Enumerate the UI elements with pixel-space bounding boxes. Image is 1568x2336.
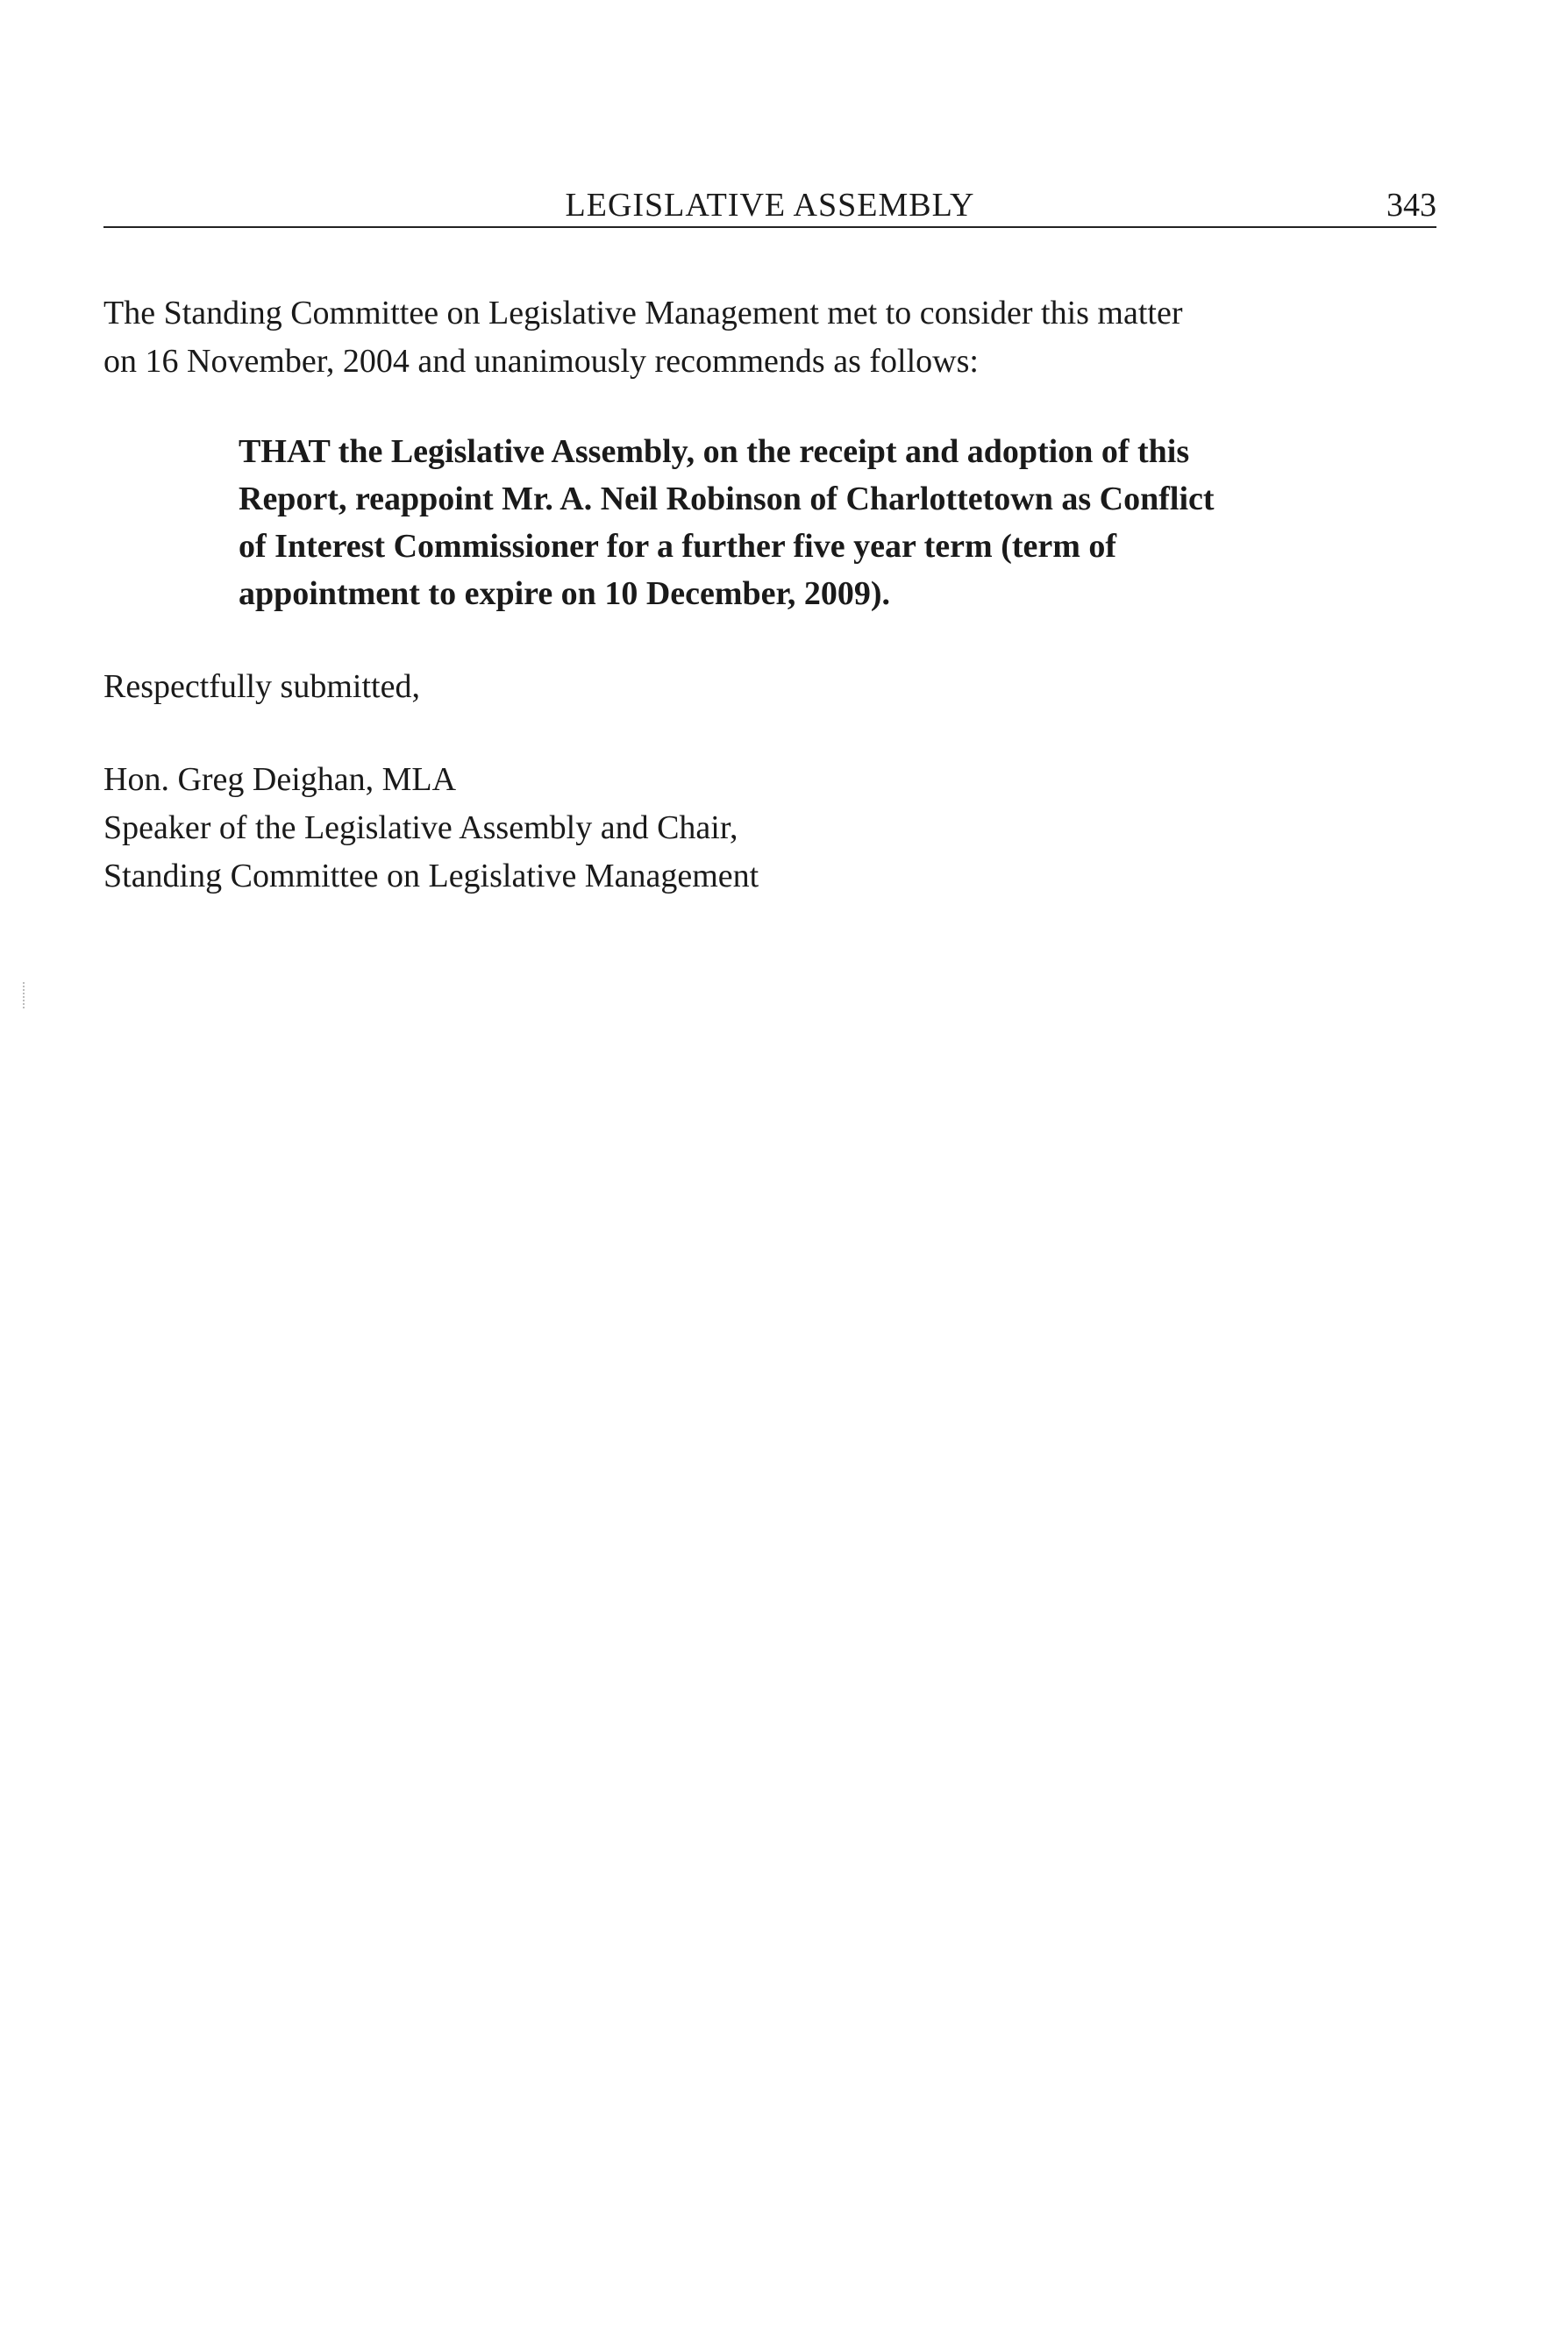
page-header bbox=[103, 182, 1436, 228]
closing-line: Respectfully submitted, bbox=[103, 668, 420, 705]
running-title: LEGISLATIVE ASSEMBLY bbox=[565, 187, 975, 224]
intro-line: The Standing Committee on Legislative Management met to consider this matter bbox=[103, 295, 1183, 331]
scan-margin-mark bbox=[23, 982, 26, 1008]
resolution-line: THAT the Legislative Assembly, on the receipt and adoption of this bbox=[239, 433, 1190, 470]
resolution-block bbox=[239, 428, 1215, 617]
signatory-title: Speaker of the Legislative Assembly and Chair, bbox=[103, 809, 738, 846]
resolution-line: appointment to expire on 10 December, 2009). bbox=[239, 575, 891, 612]
resolution-line: Report, reappoint Mr. A. Neil Robinson of Charlottetown as Conflict bbox=[239, 481, 1215, 517]
intro-line: on 16 November, 2004 and unanimously recommends as follows: bbox=[103, 343, 979, 380]
header-rule bbox=[103, 226, 1436, 228]
resolution-line: of Interest Commissioner for a further five year term (term of bbox=[239, 528, 1117, 565]
signatory-name: Hon. Greg Deighan, MLA bbox=[103, 761, 457, 798]
signatory-committee: Standing Committee on Legislative Management bbox=[103, 858, 759, 894]
page-number: 343 bbox=[1386, 187, 1436, 224]
signature-block bbox=[103, 756, 759, 901]
intro-paragraph bbox=[103, 289, 1183, 386]
